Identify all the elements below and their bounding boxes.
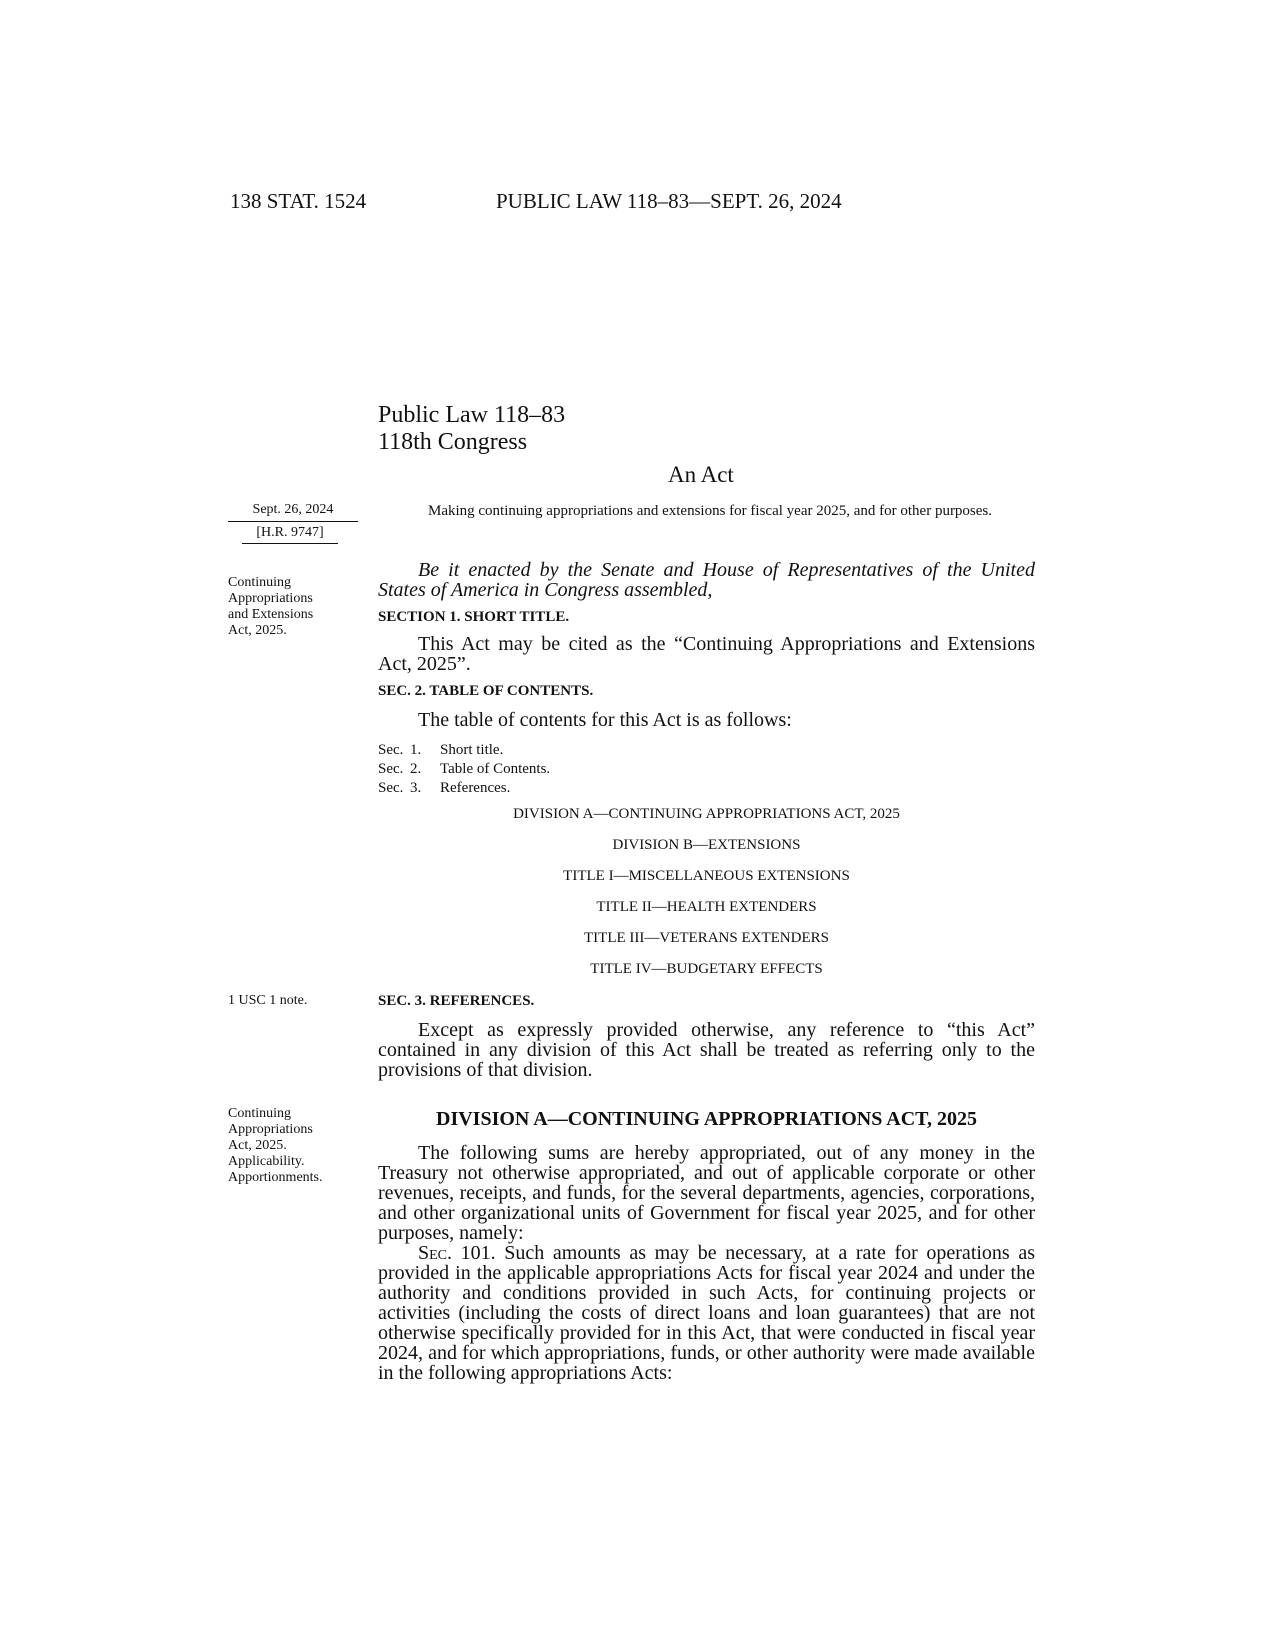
division-a-intro: The following sums are hereby appropriated, out of any money in the Treasury not otherwise appropriated, and out of applicable corporate or other revenues, receipts, and funds, for the several departments, agencies, corporations, and other organizational units of Government for fiscal year 2025, and for other purposes, namely: [378, 1142, 1035, 1244]
toc-division-line: TITLE III—VETERANS EXTENDERS [584, 930, 829, 946]
margin-date-box [228, 502, 358, 544]
toc-row: Sec. 2. Table of Contents. [378, 761, 551, 777]
section-101-text: Such amounts as may be necessary, at a rate for operations as provided in the applicable appropriations Acts for fiscal year 2024 and under the authority and conditions provided in such Acts, for continuing projects or activities (including the costs of direct loans and loan guarantees) that are not otherwise specifically provided for in this Act, that were conducted in fiscal year 2024, and for which appropriations, funds, or other authority were made available in the following appropriations Acts: [378, 1242, 1036, 1384]
section-2-intro: The table of contents for this Act is as follows: [418, 709, 792, 731]
bill-number: [H.R. 9747] [242, 522, 338, 544]
congress-number: 118th Congress [378, 429, 528, 455]
table-of-contents [378, 741, 550, 798]
section-1-text: This Act may be cited as the “Continuing Appropriations and Extensions Act, 2025”. [378, 633, 1035, 675]
act-purpose: Making continuing appropriations and extensions for fiscal year 2025, and for other purposes. [427, 503, 993, 519]
section-101 [378, 1243, 1035, 1383]
division-a-text [378, 1143, 1035, 1383]
toc-row: Sec. 3. References. [378, 780, 511, 796]
enactment-date: Sept. 26, 2024 [228, 502, 358, 522]
public-law-number: Public Law 118–83 [378, 402, 566, 428]
an-act-heading: An Act [668, 462, 734, 487]
toc-division-line: TITLE IV—BUDGETARY EFFECTS [590, 961, 823, 977]
enacting-clause: Be it enacted by the Senate and House of Representatives of the United States of America in Congress assembled, [378, 559, 1035, 601]
toc-row: Sec. 1. Short title. [378, 742, 504, 758]
margin-note-division-a: Continuing Appropriations Act, 2025. Applicability. Apportionments. [228, 1106, 323, 1185]
section-1-heading: SECTION 1. SHORT TITLE. [378, 609, 570, 625]
title-block [378, 402, 565, 456]
section-3-heading: SEC. 3. REFERENCES. [378, 993, 535, 1009]
toc-division-line: TITLE I—MISCELLANEOUS EXTENSIONS [563, 868, 850, 884]
running-header: PUBLIC LAW 118–83—SEPT. 26, 2024 [496, 189, 842, 213]
toc-division-line: TITLE II—HEALTH EXTENDERS [596, 899, 817, 915]
margin-note-short-title: Continuing Appropriations and Extensions Act, 2025. [228, 575, 314, 638]
section-2-heading: SEC. 2. TABLE OF CONTENTS. [378, 683, 594, 699]
section-3-text: Except as expressly provided otherwise, any reference to “this Act” contained in any division of this Act shall be treated as referring only to the provisions of that division. [378, 1019, 1035, 1081]
margin-note-usc: 1 USC 1 note. [228, 993, 308, 1008]
toc-division-line: DIVISION B—EXTENSIONS [612, 837, 801, 853]
toc-division-line: DIVISION A—CONTINUING APPROPRIATIONS ACT, 2025 [513, 806, 900, 822]
section-101-label: Sec. 101. [418, 1242, 496, 1264]
division-a-heading: DIVISION A—CONTINUING APPROPRIATIONS ACT, 2025 [436, 1108, 977, 1130]
stat-page-number: 138 STAT. 1524 [230, 189, 367, 213]
